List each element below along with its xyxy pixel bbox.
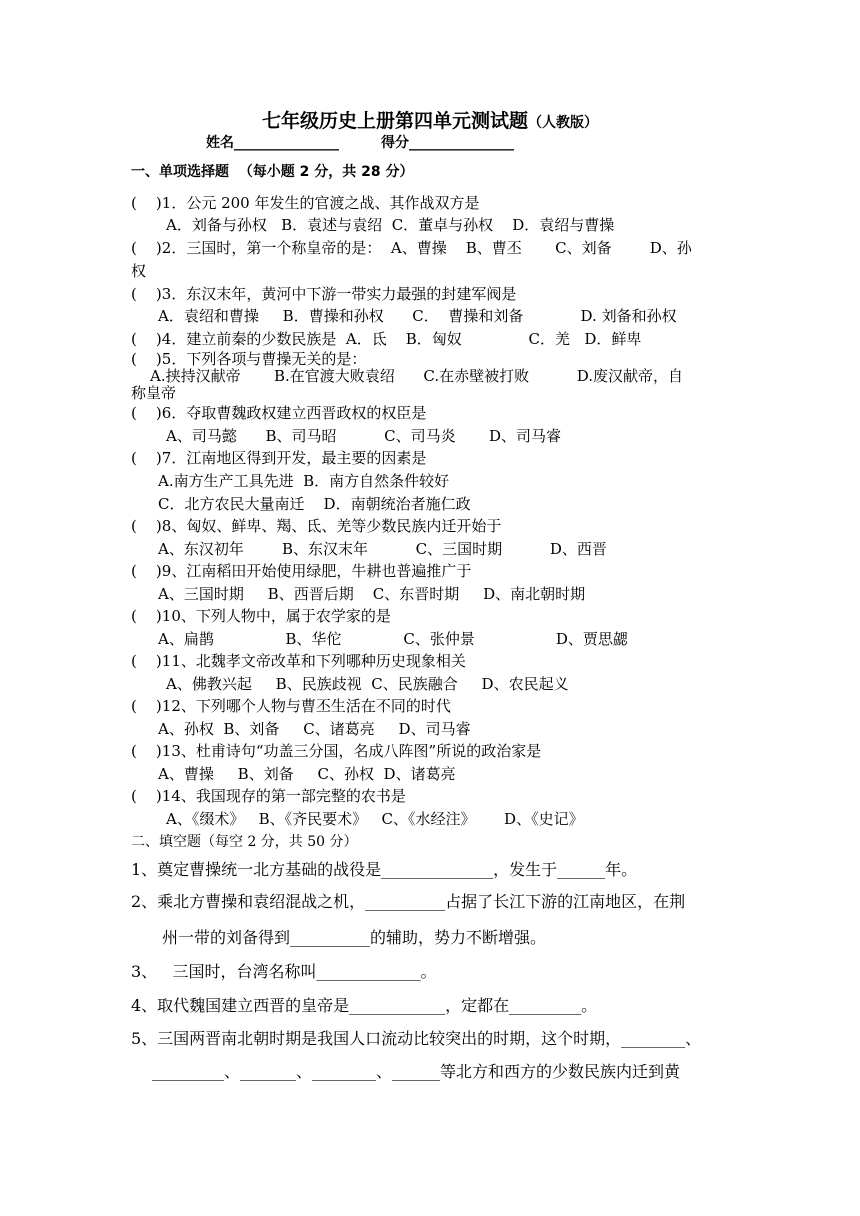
- question-line: ( )1．公元 200 年发生的官渡之战、其作战双方是: [131, 194, 480, 212]
- fill-blank-line: _________、_______、________、______等北方和西方的少数民族内迁到黄: [152, 1062, 681, 1081]
- question-line: ( )3．东汉末年，黄河中下游一带实力最强的封建军阀是: [131, 285, 517, 303]
- option-line: A、扁鹊 B、华佗 C、张仲景 D、贾思勰: [158, 630, 628, 648]
- option-line: A．袁绍和曹操 B．曹操和孙权 C． 曹操和刘备 D. 刘备和孙权: [158, 307, 677, 325]
- fill-blank-line: 3、 三国时，台湾名称叫_____________。: [131, 962, 437, 981]
- name-field[interactable]: 姓名_______________: [206, 135, 339, 151]
- option-line: A、佛教兴起 B、民族歧视 C、民族融合 D、农民起义: [166, 675, 569, 693]
- fill-blank-line: 4、取代魏国建立西晋的皇帝是____________，定都在_________。: [131, 996, 598, 1015]
- question-line: 称皇帝: [131, 384, 177, 402]
- option-line: A、曹操 B、刘备 C、孙权 D、诸葛亮: [158, 765, 456, 783]
- option-line: C．北方农民大量南迁 D．南朝统治者施仁政: [158, 495, 471, 513]
- option-line: A、《缀术》 B、《齐民要术》 C、《水经注》 D、《史记》: [166, 810, 584, 828]
- section2-heading: 二、填空题（每空 2 分，共 50 分）: [131, 834, 358, 850]
- fill-blank-line: 5、三国两晋南北朝时期是我国人口流动比较突出的时期，这个时期，________、: [131, 1029, 702, 1048]
- fill-blank-line: 州一带的刘备得到__________的辅助，势力不断增强。: [162, 928, 547, 947]
- question-line: ( )11、北魏孝文帝改革和下列哪种历史现象相关: [131, 652, 466, 670]
- question-line: ( )13、杜甫诗句“功盖三分国，名成八阵图”所说的政治家是: [131, 742, 542, 760]
- question-line: ( )6．夺取曹魏政权建立西晋政权的权臣是: [131, 404, 427, 422]
- question-line: ( )8、匈奴、鲜卑、羯、氐、羌等少数民族内迁开始于: [131, 517, 502, 535]
- option-line: A．刘备与孙权 B．袁述与袁绍 C．董卓与孙权 D．袁绍与曹操: [166, 216, 615, 234]
- option-line: A、东汉初年 B、东汉末年 C、三国时期 D、西晋: [158, 540, 607, 558]
- fill-blank-line: 1、奠定曹操统一北方基础的战役是______________，发生于______年。: [131, 860, 638, 879]
- question-line: ( )14、我国现存的第一部完整的农书是: [131, 787, 406, 805]
- question-line: ( )5．下列各项与曹操无关的是：: [131, 350, 367, 368]
- option-line: A、孙权 B、刘备 C、诸葛亮 D、司马睿: [158, 720, 471, 738]
- fill-blank-line: 2、乘北方曹操和袁绍混战之机，__________占据了长江下游的江南地区，在荆: [131, 892, 686, 911]
- section1-heading: 一、单项选择题 （每小题 2 分，共 28 分）: [131, 164, 414, 180]
- question-line: ( )7．江南地区得到开发，最主要的因素是: [131, 449, 427, 467]
- exam-title: [0, 106, 860, 133]
- option-line: A.南方生产工具先进 B．南方自然条件较好: [158, 472, 450, 490]
- question-line: ( )12、下列哪个人物与曹丕生活在不同的时代: [131, 697, 451, 715]
- question-line: ( )9、江南稻田开始使用绿肥，牛耕也普遍推广于: [131, 562, 472, 580]
- option-line: A、司马懿 B、司马昭 C、司马炎 D、司马睿: [166, 427, 562, 445]
- question-line: ( )2．三国时，第一个称皇帝的是： A、曹操 B、曹丕 C、刘备 D、孙: [131, 239, 692, 257]
- option-line: A.挟持汉献帝 B.在官渡大败袁绍 C.在赤壁被打败 D.废汉献帝，自: [150, 367, 684, 385]
- question-line: 权: [131, 262, 147, 280]
- title-main: 七年级历史上册第四单元测试题: [261, 110, 528, 132]
- title-edition-note: （人教版）: [528, 115, 598, 131]
- question-line: ( )10、下列人物中，属于农学家的是: [131, 607, 391, 625]
- question-line: ( )4．建立前秦的少数民族是 A．氐 B．匈奴 C．羌 D．鲜卑: [131, 330, 642, 348]
- score-field[interactable]: 得分_______________: [381, 135, 514, 151]
- option-line: A、三国时期 B、西晋后期 C、东晋时期 D、南北朝时期: [158, 585, 586, 603]
